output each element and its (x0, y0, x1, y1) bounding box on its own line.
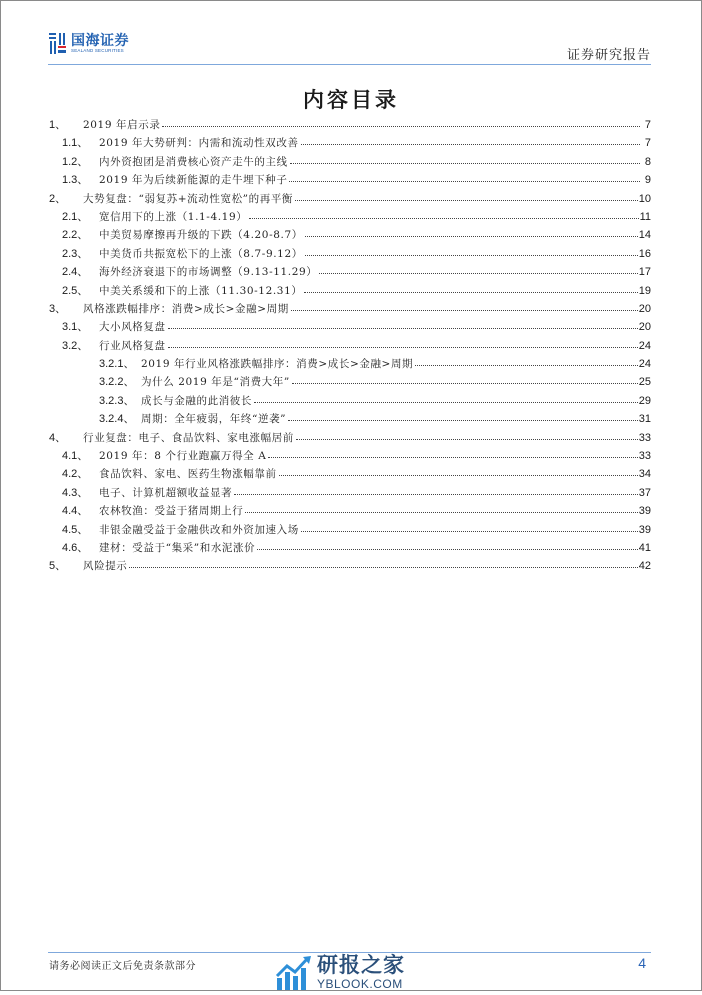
toc-dot-leader (168, 318, 638, 329)
toc-dot-leader (290, 153, 640, 164)
toc-entry-title: 2019 年大势研判：内需和流动性双改善 (99, 137, 299, 150)
toc-entry[interactable] (49, 484, 651, 502)
toc-entry[interactable] (49, 355, 651, 373)
toc-entry-title: 风险提示 (83, 560, 128, 573)
toc-entry-page: 7 (644, 119, 651, 131)
toc-entry-page: 29 (638, 394, 651, 407)
toc-dot-leader (305, 226, 638, 237)
rising-chart-icon (275, 956, 313, 990)
company-logo (49, 31, 129, 55)
toc-entry-page: 31 (638, 413, 651, 426)
toc-entry[interactable] (49, 392, 651, 410)
toc-entry-title: 行业风格复盘 (99, 339, 166, 352)
toc-entry-number: 2.1、 (62, 210, 89, 223)
toc-entry-number: 1.3、 (62, 174, 89, 187)
toc-entry-page: 16 (638, 247, 651, 260)
toc-entry-page: 17 (638, 266, 651, 279)
toc-entry-title: 内外资抱团是消费核心资产走牛的主线 (99, 155, 288, 168)
toc-entry-title: 中美贸易摩擦再升级的下跌（4.20-8.7） (99, 229, 303, 242)
toc-dot-leader (279, 465, 638, 476)
toc-entry-page: 10 (638, 192, 651, 205)
toc-entry[interactable] (49, 337, 651, 355)
toc-entry-page: 41 (638, 541, 651, 554)
toc-entry-number: 1.1、 (62, 137, 89, 150)
toc-entry-title: 2019 年为后续新能源的走牛埋下种子 (99, 174, 288, 187)
toc-entry-title: 建材：受益于“集采”和水泥涨价 (99, 541, 256, 554)
toc-dot-leader (295, 190, 638, 201)
disclaimer-note: 请务必阅读正文后免责条款部分 (49, 961, 196, 972)
toc-entry-number: 1.2、 (62, 155, 89, 168)
toc-entry-number: 4.6、 (62, 541, 89, 554)
toc-entry-page: 11 (639, 210, 651, 223)
toc-entry-number: 3.2、 (62, 339, 89, 352)
toc-entry[interactable] (49, 245, 651, 263)
toc-entry[interactable] (49, 263, 651, 281)
toc-entry-number: 2.3、 (62, 247, 89, 260)
toc-entry-title: 风格涨跌幅排序：消费>成长>金融>周期 (83, 302, 289, 315)
toc-entry-title: 大势复盘：“弱复苏+流动性宽松”的再平衡 (83, 192, 294, 205)
toc-dot-leader (288, 410, 638, 421)
toc-dot-leader (304, 282, 637, 293)
toc-entry[interactable] (49, 318, 651, 336)
toc-entry-title: 成长与金融的此消彼长 (141, 394, 252, 407)
watermark (275, 955, 405, 990)
toc-dot-leader (245, 502, 637, 513)
toc-entry[interactable] (49, 410, 651, 428)
report-type-label: 证券研究报告 (566, 48, 651, 63)
toc-entry[interactable] (49, 226, 651, 244)
toc-entry-page: 20 (638, 321, 651, 334)
toc-dot-leader (292, 373, 638, 384)
header-divider (48, 64, 651, 65)
toc-dot-leader (234, 484, 638, 495)
toc-dot-leader (249, 208, 638, 219)
toc-dot-leader (301, 521, 638, 532)
toc-dot-leader (257, 539, 638, 550)
toc-dot-leader (129, 557, 637, 568)
toc-entry-number: 2.2、 (62, 229, 89, 242)
toc-entry-title: 宽信用下的上涨（1.1-4.19） (99, 210, 248, 223)
toc-entry-page: 19 (638, 284, 651, 297)
table-of-contents (49, 116, 651, 576)
toc-entry-page: 14 (638, 229, 651, 242)
toc-entry-title: 行业复盘：电子、食品饮料、家电涨幅居前 (83, 431, 294, 444)
toc-entry-number: 2、 (49, 192, 67, 205)
footer-divider (48, 952, 651, 953)
toc-entry-number: 3.2.1、 (99, 358, 135, 371)
toc-entry-number: 4.5、 (62, 523, 89, 536)
toc-dot-leader (254, 392, 638, 403)
toc-dot-leader (168, 337, 638, 348)
toc-entry[interactable] (49, 539, 651, 557)
toc-entry-page: 9 (644, 174, 651, 187)
toc-entry-title: 海外经济衰退下的市场调整（9.13-11.29） (99, 266, 318, 279)
toc-entry[interactable] (49, 190, 651, 208)
toc-entry[interactable] (49, 521, 651, 539)
toc-entry-number: 4.2、 (62, 468, 89, 481)
toc-dot-leader (289, 171, 640, 182)
toc-entry-number: 3.2.2、 (99, 376, 135, 389)
toc-entry-page: 24 (638, 358, 651, 371)
toc-entry-title: 农林牧渔：受益于猪周期上行 (99, 505, 244, 518)
toc-entry-title: 2019 年行业风格涨跌幅排序：消费>成长>金融>周期 (141, 358, 414, 371)
toc-entry-title: 2019 年启示录 (83, 119, 161, 131)
toc-dot-leader (319, 263, 637, 274)
toc-entry[interactable] (49, 373, 651, 391)
watermark-url: YBLOOK.COM (317, 977, 403, 991)
toc-entry[interactable] (49, 447, 651, 465)
toc-entry-number: 4.3、 (62, 486, 89, 499)
logo-english-name: SEALAND SECURITIES (71, 47, 124, 53)
toc-entry[interactable] (49, 208, 651, 226)
logo-chinese-name: 国海证券 (71, 31, 129, 48)
toc-entry-number: 2.4、 (62, 266, 89, 279)
toc-entry[interactable] (49, 502, 651, 520)
toc-entry-page: 25 (638, 376, 651, 389)
toc-entry-number: 3、 (49, 302, 67, 315)
toc-entry[interactable] (49, 429, 651, 447)
toc-entry-number: 3.2.3、 (99, 394, 135, 407)
page-number: 4 (638, 955, 646, 971)
toc-entry-title: 电子、计算机超额收益显著 (99, 486, 233, 499)
toc-entry-number: 4.1、 (62, 450, 89, 463)
toc-entry-page: 7 (644, 137, 651, 150)
sealand-logo-icon (49, 33, 66, 54)
toc-entry-page: 24 (638, 339, 651, 352)
toc-entry-page: 42 (638, 560, 651, 573)
toc-entry-page: 39 (638, 505, 651, 518)
toc-entry[interactable] (49, 300, 651, 318)
toc-entry-page: 39 (638, 523, 651, 536)
toc-entry-number: 4.4、 (62, 505, 89, 518)
toc-entry[interactable] (49, 116, 651, 134)
toc-entry[interactable] (49, 557, 651, 575)
toc-entry-page: 20 (638, 302, 651, 315)
toc-entry-page: 34 (638, 468, 651, 481)
toc-entry-page: 37 (638, 486, 651, 499)
toc-entry-title: 食品饮料、家电、医药生物涨幅靠前 (99, 468, 277, 481)
toc-entry-title: 中美关系缓和下的上涨（11.30-12.31） (99, 284, 303, 297)
toc-entry-page: 8 (644, 155, 651, 168)
toc-entry[interactable] (49, 282, 651, 300)
toc-dot-leader (291, 300, 638, 311)
toc-entry-page: 33 (638, 450, 651, 463)
toc-entry-title: 大小风格复盘 (99, 321, 166, 334)
toc-entry-number: 3.1、 (62, 321, 89, 334)
toc-entry-page: 33 (638, 431, 651, 444)
toc-dot-leader (162, 116, 640, 127)
toc-entry-number: 4、 (49, 431, 67, 444)
toc-dot-leader (415, 355, 638, 366)
toc-entry[interactable] (49, 171, 651, 189)
toc-entry-number: 1、 (49, 119, 67, 131)
toc-entry[interactable] (49, 134, 651, 152)
toc-dot-leader (301, 134, 640, 145)
page-title: 内容目录 (303, 87, 399, 112)
toc-entry[interactable] (49, 153, 651, 171)
toc-entry-number: 3.2.4、 (99, 413, 135, 426)
toc-entry-title: 周期：全年疲弱，年终“逆袭” (141, 413, 287, 426)
toc-dot-leader (296, 429, 638, 440)
toc-dot-leader (305, 245, 638, 256)
toc-entry-title: 2019 年：8 个行业跑赢万得全 A (99, 450, 267, 463)
toc-entry-number: 2.5、 (62, 284, 89, 297)
toc-entry-title: 中美货币共振宽松下的上涨（8.7-9.12） (99, 247, 303, 260)
toc-entry[interactable] (49, 465, 651, 483)
toc-entry-title: 非银金融受益于金融供改和外资加速入场 (99, 523, 299, 536)
watermark-chinese: 研报之家 (317, 954, 405, 977)
toc-entry-number: 5、 (49, 560, 67, 573)
toc-dot-leader (268, 447, 637, 458)
toc-entry-title: 为什么 2019 年是“消费大年” (141, 376, 290, 389)
